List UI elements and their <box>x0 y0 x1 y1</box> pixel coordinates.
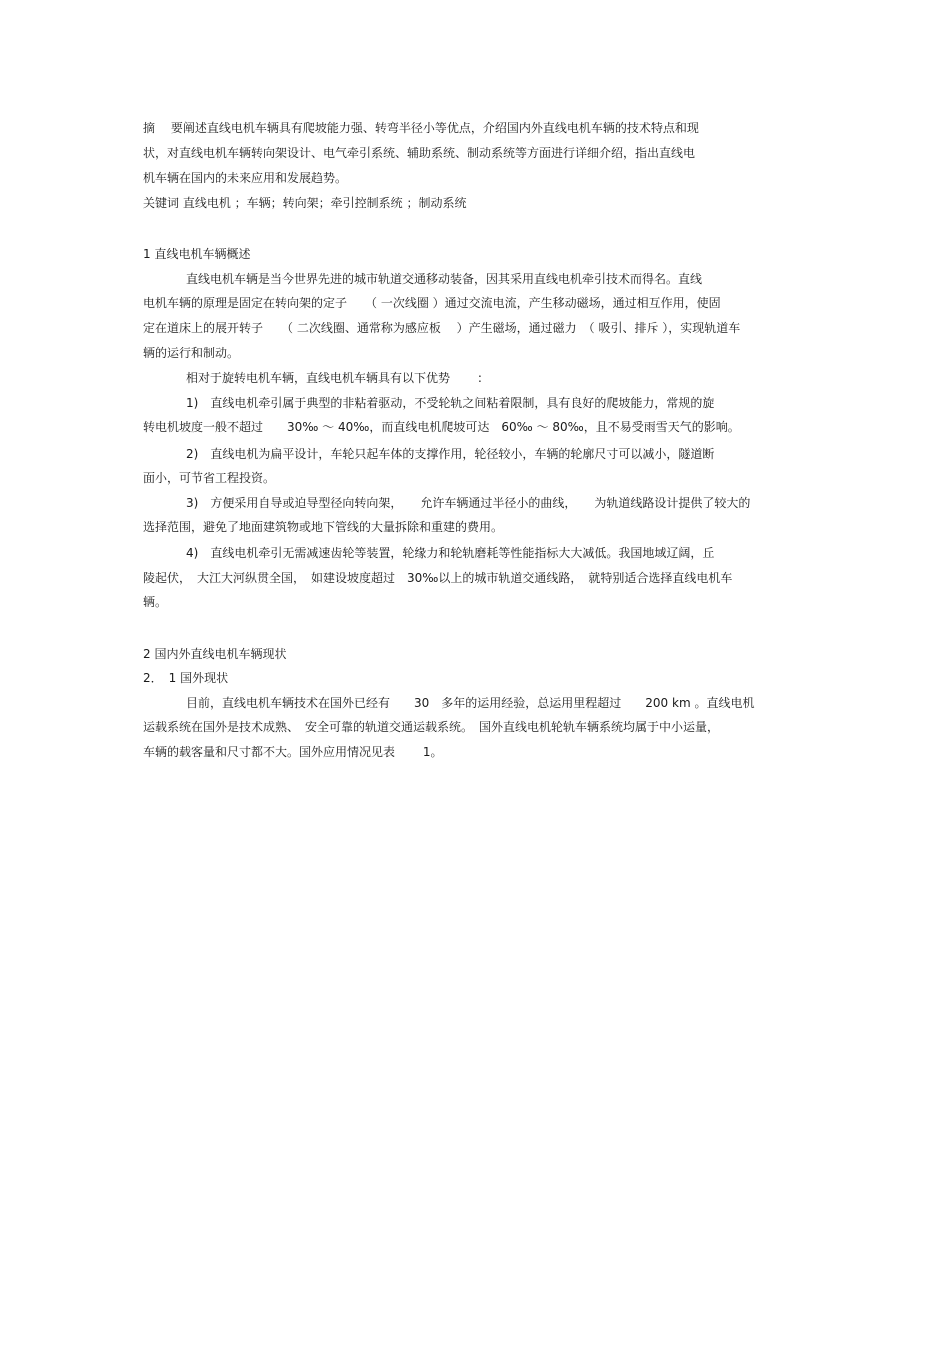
list-item: 面小，可节省工程投资。 <box>143 471 276 485</box>
list-item: 2) 直线电机为扁平设计，车轮只起车体的支撑作用，轮径较小，车辆的轮廓尺寸可以减小，隧道断 <box>186 447 715 461</box>
list-item: 陵起伏， 大江大河纵贯全国， 如建设坡度超过 30‰以上的城市轨道交通线路， 就特别适合选择直线电机车 <box>143 571 733 585</box>
paragraph-line: 目前，直线电机车辆技术在国外已经有 30 多年的运用经验，总运用里程超过 200 km 。直线电机 <box>186 696 755 710</box>
paragraph-line: 运载系统在国外是技术成熟、 安全可靠的轨道交通运载系统。 国外直线电机轮轨车辆系统均属于中小运量， <box>143 720 720 734</box>
section-heading: 1 直线电机车辆概述 <box>143 247 251 261</box>
list-item: 3) 方便采用自导或迫导型径向转向架， 允许车辆通过半径小的曲线， 为轨道线路设计提供了较大的 <box>186 496 751 510</box>
list-item: 4) 直线电机牵引无需减速齿轮等装置，轮缘力和轮轨磨耗等性能指标大大减低。我国地域辽阔，丘 <box>186 546 715 560</box>
paragraph-line: 车辆的载客量和尺寸都不大。国外应用情况见表 1。 <box>143 745 443 759</box>
abstract-line: 状，对直线电机车辆转向架设计、电气牵引系统、辅助系统、制动系统等方面进行详细介绍，指出直线电 <box>143 146 696 160</box>
section-heading: 2 国内外直线电机车辆现状 <box>143 647 287 661</box>
paragraph-line: 定在道床上的展开转子 （ 二次线圈、通常称为感应板 ）产生磁场，通过磁力 （ 吸引、排斥 ），实现轨道车 <box>143 321 741 335</box>
list-item: 转电机坡度一般不超过 30‰ ～ 40‰，而直线电机爬坡可达 60‰ ～ 80‰，且不易受雨雪天气的影响。 <box>143 420 740 434</box>
paragraph-line: 直线电机车辆是当今世界先进的城市轨道交通移动装备，因其采用直线电机牵引技术而得名。直线 <box>186 272 703 286</box>
paragraph-line: 辆的运行和制动。 <box>143 346 240 360</box>
paragraph-line: 相对于旋转电机车辆，直线电机车辆具有以下优势 : <box>186 371 482 385</box>
keywords: 关键词 直线电机 ；车辆；转向架；牵引控制系统 ；制动系统 <box>143 196 467 210</box>
list-item: 1) 直线电机牵引属于典型的非粘着驱动，不受轮轨之间粘着限制，具有良好的爬坡能力，常规的旋 <box>186 396 715 410</box>
list-item: 选择范围，避免了地面建筑物或地下管线的大量拆除和重建的费用。 <box>143 520 504 534</box>
paragraph-line: 电机车辆的原理是固定在转向架的定子 （ 一次线圈 ）通过交流电流，产生移动磁场，通过相互作用，使固 <box>143 296 721 310</box>
list-item: 辆。 <box>143 595 168 609</box>
document-body <box>143 0 803 1345</box>
abstract-line: 机车辆在国内的未来应用和发展趋势。 <box>143 171 348 185</box>
subsection-heading: 2． 1 国外现状 <box>143 671 229 685</box>
abstract-line: 摘 要阐述直线电机车辆具有爬坡能力强、转弯半径小等优点，介绍国内外直线电机车辆的技术特点和现 <box>143 121 699 135</box>
